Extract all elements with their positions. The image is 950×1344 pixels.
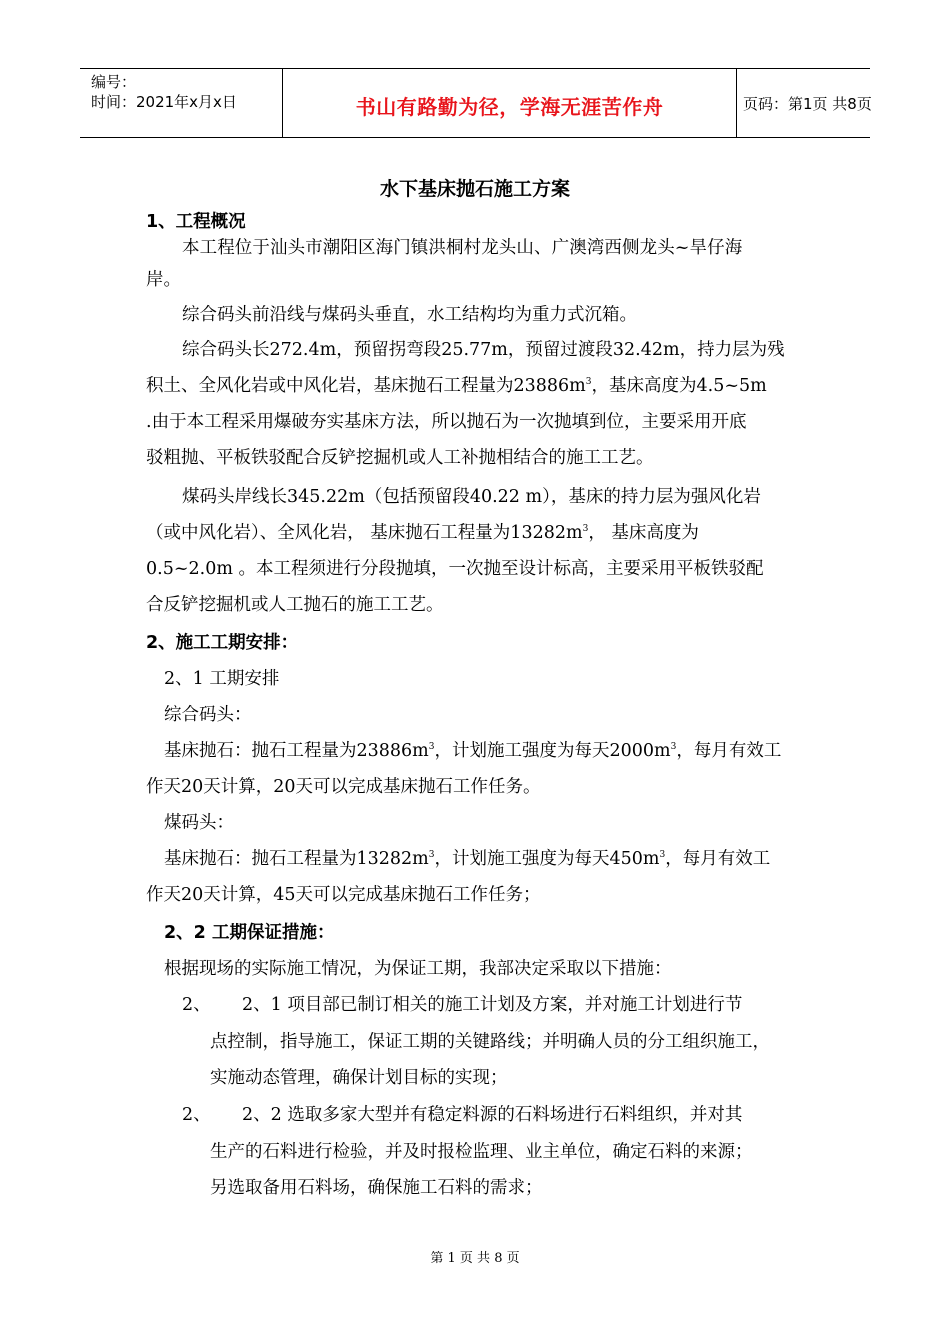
paragraph-line: 生产的石料进行检验，并及时报检监理、业主单位，确定石料的来源； bbox=[210, 1142, 753, 1162]
paragraph-line: 0.5~2.0m 。本工程须进行分段抛填，一次抛至设计标高，主要采用平板铁驳配 bbox=[146, 559, 764, 579]
measure-number: 2、 bbox=[182, 995, 211, 1015]
paragraph-line: 实施动态管理，确保计划目标的实现； bbox=[210, 1068, 508, 1088]
paragraph-line: 作天20天计算，20天可以完成基床抛石工作任务。 bbox=[146, 777, 541, 797]
header-page-cell bbox=[737, 69, 870, 137]
section-2-1-heading: 2、1 工期安排 bbox=[164, 669, 280, 689]
paragraph-line: 岸。 bbox=[146, 270, 181, 290]
paragraph-line: 基床抛石：抛石工程量为$23886m^3$，计划施工强度为每天$2000m^3$，每月有效工 bbox=[164, 741, 782, 761]
paragraph-line: 煤码头： bbox=[164, 813, 234, 833]
paragraph-line: 2、1 项目部已制订相关的施工计划及方案，并对施工计划进行节 bbox=[242, 995, 743, 1015]
paragraph-line: 另选取备用石料场，确保施工石料的需求； bbox=[210, 1178, 543, 1198]
number-label: 编号： bbox=[91, 73, 137, 91]
paragraph-line: 根据现场的实际施工情况，为保证工期，我部决定采取以下措施： bbox=[164, 959, 672, 979]
paragraph-line: 积土、全风化岩或中风化岩，基床抛石工程量为$23886m^3$，基床高度为4.5~5m bbox=[146, 376, 767, 396]
paragraph-line: .由于本工程采用爆破夯实基床方法，所以抛石为一次抛填到位，主要采用开底 bbox=[146, 412, 747, 432]
header-table bbox=[80, 68, 870, 138]
section-1-heading: 1、工程概况 bbox=[146, 212, 246, 232]
paragraph-line: 点控制，指导施工，保证工期的关键路线；并明确人员的分工组织施工， bbox=[210, 1032, 770, 1052]
time-label: 时间：2021年x月x日 bbox=[91, 93, 237, 111]
paragraph-line: 合反铲挖掘机或人工抛石的施工工艺。 bbox=[146, 595, 444, 615]
document-title: 水下基床抛石施工方案 bbox=[379, 178, 570, 200]
paragraph-line: 综合码头： bbox=[164, 705, 252, 725]
paragraph-line: 2、2 选取多家大型并有稳定料源的石料场进行石料组织，并对其 bbox=[242, 1105, 743, 1125]
page-info: 页码：第1页 共8页 bbox=[743, 95, 872, 113]
header-meta-cell bbox=[80, 69, 283, 137]
paragraph-line: （或中风化岩）、全风化岩， 基床抛石工程量为$13282m^3$， 基床高度为 bbox=[146, 523, 699, 543]
motto: 书山有路勤为径，学海无涯苦作舟 bbox=[355, 95, 664, 119]
paragraph-line: 综合码头前沿线与煤码头垂直，水工结构均为重力式沉箱。 bbox=[182, 305, 637, 325]
page-footer: 第 1 页 共 8 页 bbox=[430, 1251, 520, 1266]
section-2-2-heading: 2、2 工期保证措施： bbox=[164, 923, 335, 943]
paragraph-line: 本工程位于汕头市潮阳区海门镇洪桐村龙头山、广澳湾西侧龙头~旱仔海 bbox=[182, 238, 743, 258]
header-motto-cell bbox=[283, 69, 737, 137]
section-2-heading: 2、施工工期安排： bbox=[146, 633, 299, 653]
paragraph-line: 基床抛石：抛石工程量为$13282m^3$，计划施工强度为每天$450m^3$，每月有效工 bbox=[164, 849, 771, 869]
paragraph-line: 驳粗抛、平板铁驳配合反铲挖掘机或人工补抛相结合的施工工艺。 bbox=[146, 448, 654, 468]
paragraph-line: 煤码头岸线长345.22m（包括预留段40.22 m），基床的持力层为强风化岩 bbox=[182, 487, 761, 507]
paragraph-line: 作天20天计算，45天可以完成基床抛石工作任务； bbox=[146, 885, 541, 905]
measure-number: 2、 bbox=[182, 1105, 211, 1125]
paragraph-line: 综合码头长272.4m，预留拐弯段25.77m，预留过渡段32.42m，持力层为残 bbox=[182, 340, 785, 360]
